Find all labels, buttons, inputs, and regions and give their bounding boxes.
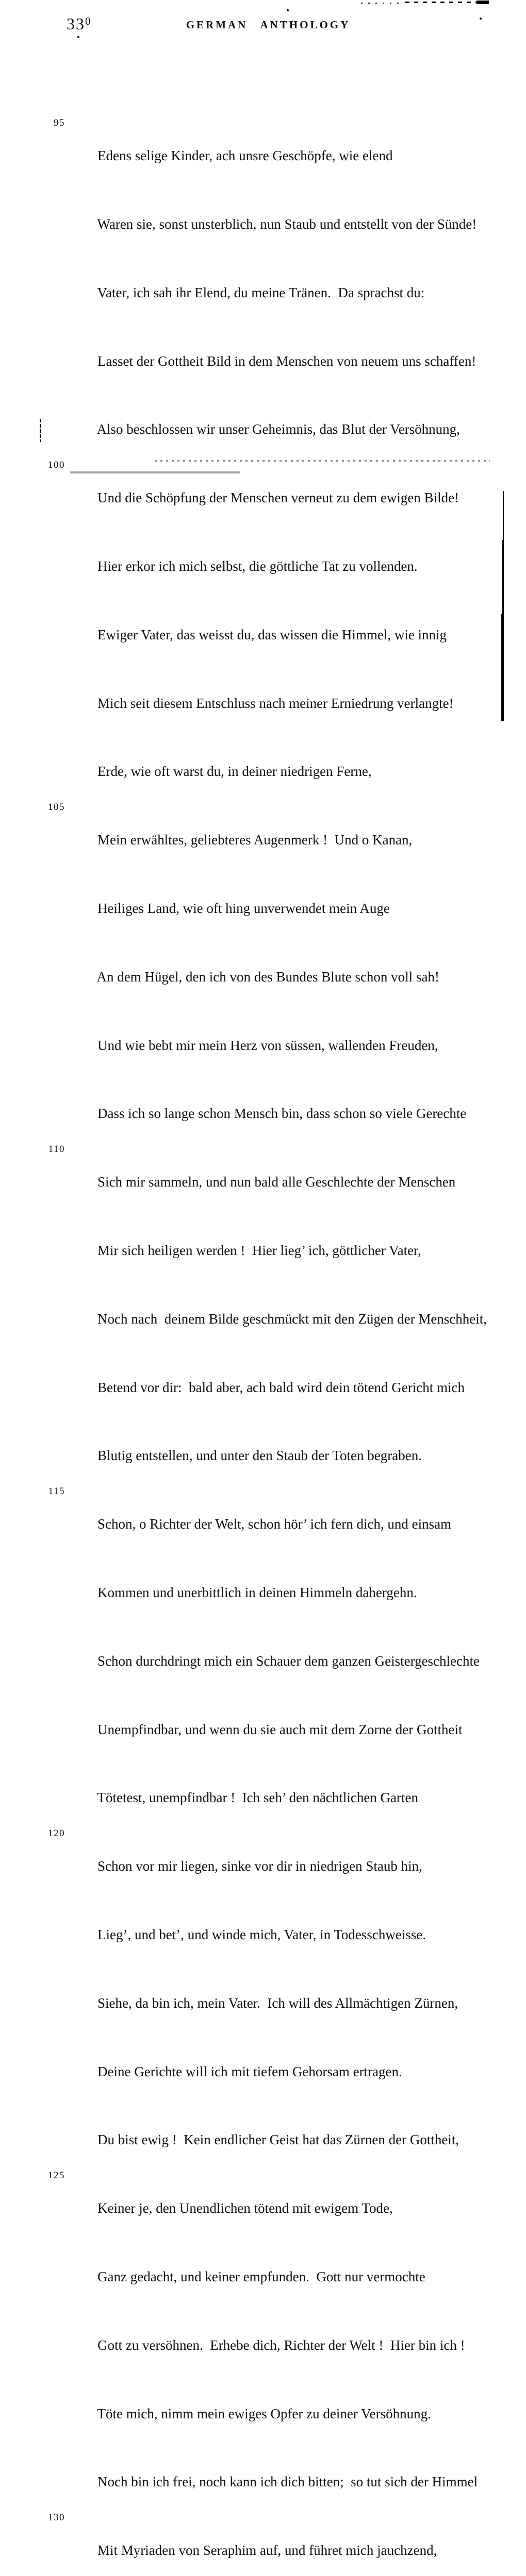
poem-line [70, 2234, 505, 2284]
verse-line-number: 95 [54, 117, 65, 128]
poem-line-text: Ewiger Vater, das weisst du, das wissen die Himmel, wie innig [97, 626, 447, 642]
poem-line [48, 1824, 505, 1874]
poem-line [70, 2371, 505, 2421]
poem-line [70, 387, 505, 437]
scan-artifact-smudge-streak [155, 460, 490, 462]
verse-line-number: 100 [48, 459, 65, 470]
scan-artifact-right-line [502, 540, 504, 617]
scan-artifact-word-smudge [70, 471, 240, 473]
poem-line [70, 866, 505, 916]
poem-line-text: Sich mir sammeln, und nun bald alle Geschlechte der Menschen [97, 1174, 456, 1190]
poem-line-text: Also beschlossen wir unser Geheimnis, das Blut der Versöhnung, [96, 421, 460, 437]
poem-line [70, 1003, 505, 1053]
scan-artifact-right-line [501, 614, 504, 721]
poem-line [70, 1071, 505, 1122]
poem-line-text: Erde, wie oft warst du, in deiner niedrigen Ferne, [97, 764, 372, 779]
poem-line [70, 1208, 505, 1258]
poem-line [48, 1140, 505, 1190]
poem-line-text: Und die Schöpfung der Menschen verneut zu dem ewigen Bilde! [97, 490, 459, 506]
poem-line-text: Dass ich so lange schon Mensch bin, dass schon so viele Gerechte [97, 1106, 467, 1122]
poem-line-text: Unempfindbar, und wenn du sie auch mit dem Zorne der Gottheit [97, 1721, 463, 1737]
verse-line-number: 130 [48, 2512, 65, 2523]
verse-line-number: 115 [48, 1485, 65, 1497]
page-number-main: 33 [67, 14, 85, 33]
poem-line-text: An dem Hügel, den ich von des Bundes Blute schon voll sah! [96, 969, 439, 985]
poem-line-text: Heiliges Land, wie oft hing unverwendet mein Auge [97, 900, 390, 916]
poem-line-text: Gott zu versöhnen. Erhebe dich, Richter der Welt ! Hier bin ich ! [97, 2337, 465, 2353]
poem-line-text: Vater, ich sah ihr Elend, du meine Tränen. Da sprachst du: [97, 284, 425, 300]
poem-line [70, 1687, 505, 1737]
poem-line-text: Und wie bebt mir mein Herz von süssen, wallenden Freuden, [97, 1037, 438, 1053]
poem-line-text: Siehe, da bin ich, mein Vater. Ich will des Allmächtigen Zürnen, [97, 1995, 458, 2011]
poem-line-text: Noch nach deinem Bilde geschmückt mit den Zügen der Menschheit, [97, 1311, 487, 1327]
poem-line [70, 1755, 505, 1806]
scan-artifact-top-dots [361, 3, 402, 4]
page-number-superscript: 0 [85, 15, 91, 27]
poem-line [70, 2439, 505, 2490]
poem-line [48, 2508, 505, 2558]
poem-line-text: Blutig entstellen, und unter den Staub der Toten begraben. [97, 1448, 422, 1464]
poem-line [48, 798, 505, 848]
poem-line [70, 1276, 505, 1327]
scan-artifact-top-blob [476, 1, 489, 4]
poem-line [70, 1413, 505, 1464]
poem-line [70, 729, 505, 779]
poem-line-text: Waren sie, sonst unsterblich, nun Staub und entstellt von der Sünde! [97, 216, 477, 232]
poem-line-text: Edens selige Kinder, ach unsre Geschöpfe, wie elend [97, 148, 393, 164]
poem-line [70, 2302, 505, 2353]
poem-line [70, 1960, 505, 2011]
poem-line [48, 2166, 505, 2216]
running-title: GERMAN ANTHOLOGY [186, 19, 351, 31]
verse-line-number: 120 [48, 1827, 65, 1839]
poem-line-text: Noch bin ich frei, noch kann ich dich bitten; so tut sich der Himmel [97, 2474, 478, 2490]
poem-line-text: Betend vor dir: bald aber, ach bald wird dein tötend Gericht mich [97, 1379, 465, 1395]
poem-line-text: Mir sich heiligen werden ! Hier lieg’ ich, göttlicher Vater, [97, 1242, 421, 1258]
verse-line-number: 105 [48, 801, 65, 812]
poem-line [70, 934, 505, 985]
poem-line-text: Keiner je, den Unendlichen tötend mit ewigem Tode, [97, 2200, 393, 2216]
poem-line [70, 660, 505, 711]
poem-line [70, 2097, 505, 2148]
scan-artifact-right-line [503, 491, 504, 543]
verse-line-number: 110 [48, 1143, 65, 1155]
poem-line [70, 1618, 505, 1669]
poem-line-text: Deine Gerichte will ich mit tiefem Gehorsam ertragen. [97, 2063, 402, 2079]
poem-line-text: Mich seit diesem Entschluss nach meiner Erniedrung verlangte! [97, 695, 454, 711]
poem-line [48, 455, 505, 506]
poem-line-text: Hier erkor ich mich selbst, die göttliche Tat zu vollenden. [97, 558, 418, 574]
scan-artifact-speck [480, 18, 482, 20]
poem-line [54, 113, 505, 164]
poem-line [70, 592, 505, 642]
poem-line-text: Lasset der Gottheit Bild in dem Menschen von neuem uns schaffen! [97, 353, 476, 369]
poem-line-text: Schon durchdringt mich ein Schauer dem ganzen Geistergeschlechte [97, 1653, 480, 1669]
poem-line [70, 1550, 505, 1600]
poem-line [70, 318, 505, 369]
poem-line-text: Schon, o Richter der Welt, schon hör’ ich fern dich, und einsam [97, 1516, 452, 1532]
poem-line-text: Lieg’, und bet’, und winde mich, Vater, in Todesschweisse. [97, 1926, 426, 1942]
poem-line [70, 182, 505, 232]
poem-line-text: Tötetest, unempfindbar ! Ich seh’ den nächtlichen Garten [97, 1790, 419, 1806]
scan-artifact-speck [287, 9, 289, 11]
scan-artifact-left-stroke [40, 419, 41, 442]
scan-artifact-top-dashes [405, 2, 483, 3]
poem-line-text: Mein erwähltes, geliebteres Augenmerk ! Und o Kanan, [97, 832, 413, 848]
poem-line [70, 524, 505, 574]
poem-line [70, 250, 505, 300]
poem-line-text: Töte mich, nimm mein ewiges Opfer zu deiner Versöhnung. [97, 2405, 431, 2421]
verse-line-number: 125 [48, 2170, 65, 2181]
poem-line [48, 1482, 505, 1532]
poem-line-text: Schon vor mir liegen, sinke vor dir in niedrigen Staub hin, [97, 1858, 422, 1874]
poem-line [70, 1892, 505, 1942]
poem-line [70, 1345, 505, 1395]
poem-body [48, 45, 505, 2576]
poem-line-text: Ganz gedacht, und keiner empfunden. Gott nur vermochte [97, 2268, 425, 2284]
poem-line-text: Du bist ewig ! Kein endlicher Geist hat das Zürnen der Gottheit, [97, 2132, 459, 2148]
poem-line-text: Mit Myriaden von Seraphim auf, und führet mich jauchzend, [97, 2543, 437, 2558]
poem-line [70, 2029, 505, 2079]
scan-artifact-speck [77, 36, 79, 38]
poem-line-text: Kommen und unerbittlich in deinen Himmeln dahergehn. [97, 1584, 417, 1600]
